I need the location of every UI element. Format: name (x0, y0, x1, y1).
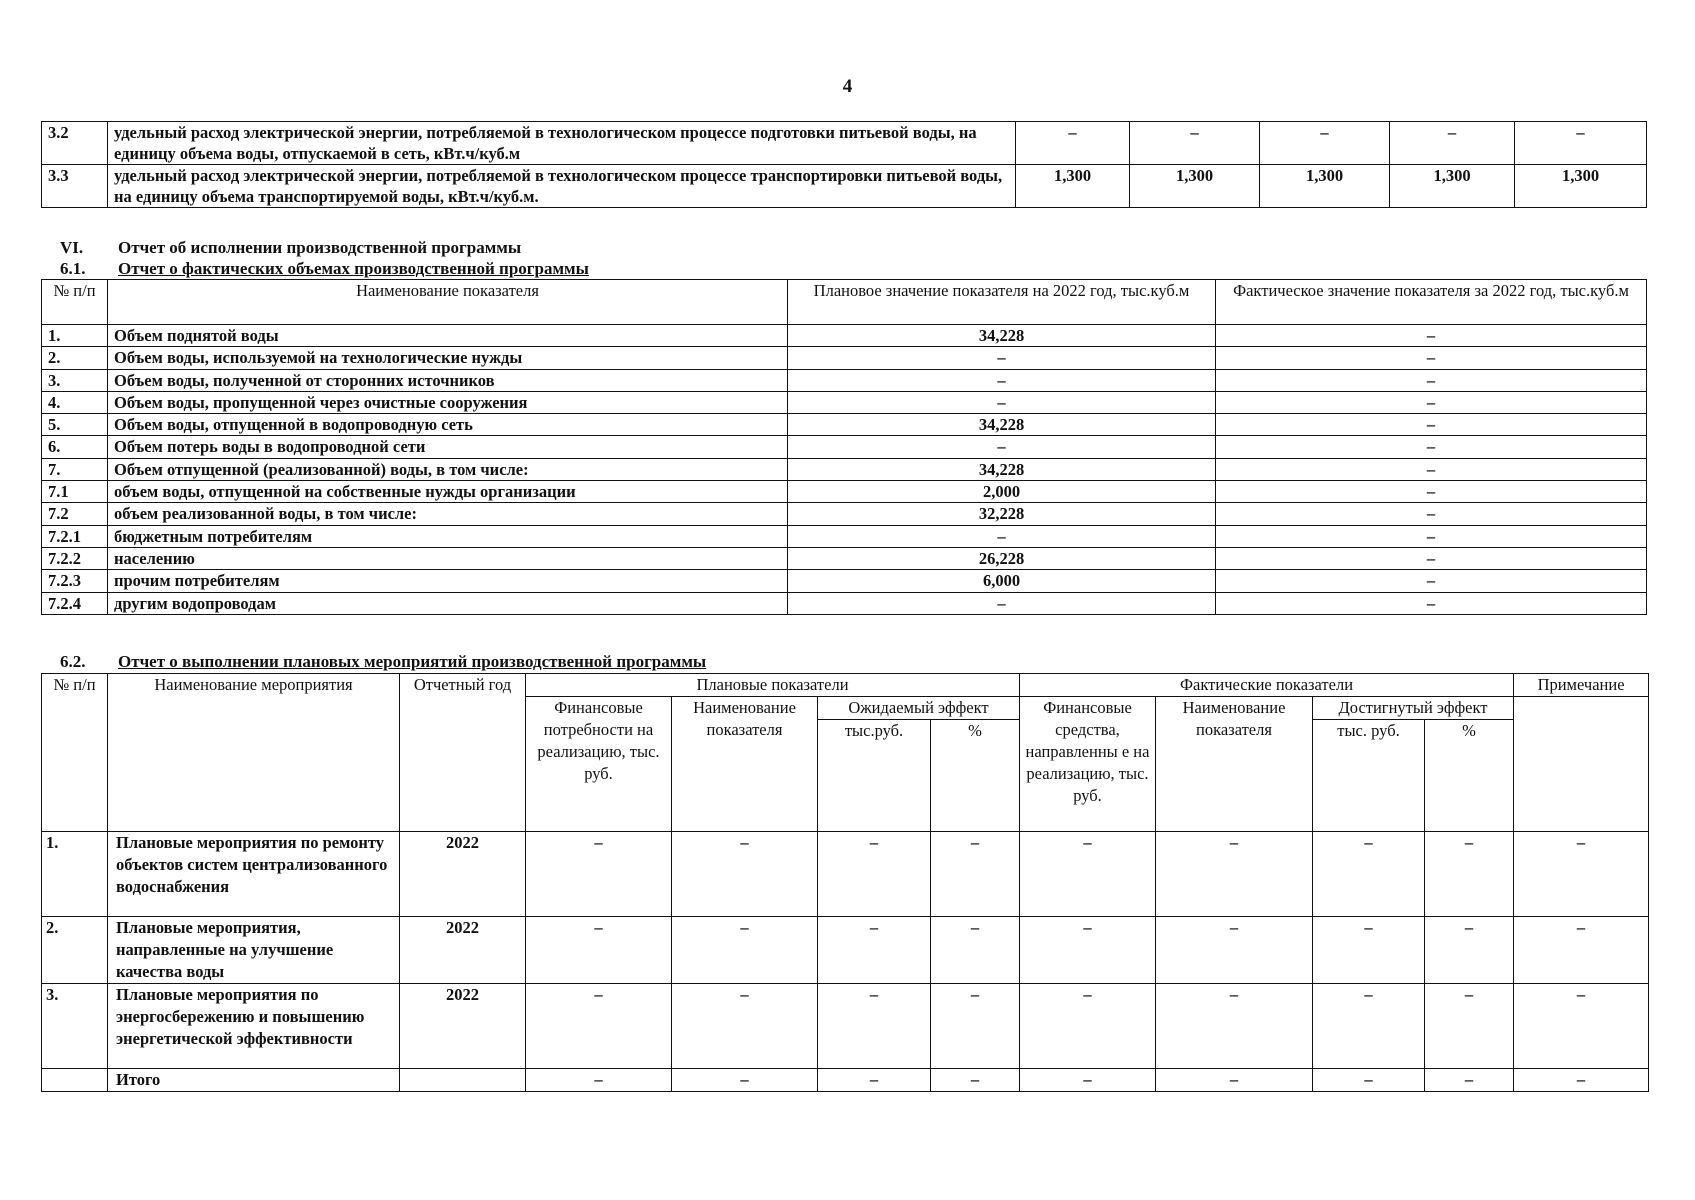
column-header: Наименование показателя (1156, 697, 1313, 832)
value-cell: – (1425, 1069, 1514, 1092)
column-header: % (1425, 720, 1514, 832)
column-header: № п/п (42, 674, 108, 832)
table-header-row (42, 280, 1647, 325)
row-number: 3. (42, 984, 108, 1069)
plan-value: – (788, 525, 1216, 547)
plan-value: – (788, 592, 1216, 614)
total-row (42, 1069, 1649, 1092)
section-number: 6.2. (60, 652, 86, 671)
column-header: Финансовые потребности на реализацию, тыс. руб. (526, 697, 672, 832)
indicator-name: бюджетным потребителям (108, 525, 788, 547)
row-number: 1. (42, 325, 108, 347)
table-row (42, 547, 1647, 569)
indicator-name: Объем потерь воды в водопроводной сети (108, 436, 788, 458)
plan-value: 34,228 (788, 458, 1216, 480)
indicator-name: прочим потребителям (108, 570, 788, 592)
plan-value: – (788, 391, 1216, 413)
row-number: 3.2 (42, 122, 108, 165)
value-cell: – (526, 917, 672, 984)
section-title: Отчет об исполнении производственной программы (118, 238, 522, 257)
energy-consumption-table (41, 121, 1647, 208)
value-cell: – (1156, 1069, 1313, 1092)
indicator-name: населению (108, 547, 788, 569)
row-description: удельный расход электрической энергии, потребляемой в технологическом процессе подготовки питьевой воды, на единицу объема воды, отпускаемой в сеть, кВт.ч/куб.м (108, 122, 1016, 165)
row-number: 7.2.1 (42, 525, 108, 547)
plan-value: – (788, 436, 1216, 458)
table-row (42, 832, 1649, 917)
value-cell: 1,300 (1390, 165, 1515, 208)
table-row (42, 984, 1649, 1069)
indicator-name: объем реализованной воды, в том числе: (108, 503, 788, 525)
section-heading (60, 651, 706, 672)
value-cell: – (1020, 984, 1156, 1069)
value-cell: – (931, 917, 1020, 984)
column-header: Достигнутый эффект (1313, 697, 1514, 720)
fact-value: – (1216, 369, 1647, 391)
plan-value: 34,228 (788, 325, 1216, 347)
value-cell: – (931, 1069, 1020, 1092)
value-cell: – (526, 984, 672, 1069)
fact-value: – (1216, 592, 1647, 614)
plan-value: 34,228 (788, 414, 1216, 436)
section-heading (60, 237, 521, 258)
column-group-header: Фактические показатели (1020, 674, 1514, 697)
indicator-name: Объем поднятой воды (108, 325, 788, 347)
table-row (42, 347, 1647, 369)
value-cell: – (818, 917, 931, 984)
fact-value: – (1216, 525, 1647, 547)
table-row (42, 391, 1647, 413)
value-cell: – (1313, 917, 1425, 984)
fact-value: – (1216, 436, 1647, 458)
row-number: 5. (42, 414, 108, 436)
table-row (42, 458, 1647, 480)
table-row (42, 525, 1647, 547)
column-header: Примечание (1514, 674, 1649, 697)
value-cell: – (672, 1069, 818, 1092)
plan-value: 6,000 (788, 570, 1216, 592)
column-header: № п/п (42, 280, 108, 325)
value-cell: – (931, 832, 1020, 917)
value-cell: – (1313, 1069, 1425, 1092)
report-year: 2022 (400, 984, 526, 1069)
row-number: 7.1 (42, 481, 108, 503)
value-cell: – (1020, 1069, 1156, 1092)
empty-header-cell (1514, 697, 1649, 832)
table-row (42, 165, 1647, 208)
table-row (42, 570, 1647, 592)
value-cell: – (1425, 917, 1514, 984)
value-cell: – (1020, 917, 1156, 984)
section-number: VI. (60, 238, 84, 257)
row-number: 1. (42, 832, 108, 917)
table-row (42, 369, 1647, 391)
row-number: 7. (42, 458, 108, 480)
indicator-name: Объем воды, полученной от сторонних источников (108, 369, 788, 391)
row-description: удельный расход электрической энергии, потребляемой в технологическом процессе транспортировки питьевой воды, на единицу объема транспортируемой воды, кВт.ч/куб.м. (108, 165, 1016, 208)
value-cell: – (672, 832, 818, 917)
table-row (42, 481, 1647, 503)
fact-value: – (1216, 414, 1647, 436)
value-cell: 1,300 (1016, 165, 1130, 208)
measure-name: Плановые мероприятия по ремонту объектов систем централизованного водоснабжения (108, 832, 400, 917)
value-cell: – (1514, 1069, 1649, 1092)
column-header: Ожидаемый эффект (818, 697, 1020, 720)
value-cell: – (1260, 122, 1390, 165)
table-row (42, 917, 1649, 984)
row-number (42, 1069, 108, 1092)
row-number: 3.3 (42, 165, 108, 208)
value-cell: 1,300 (1130, 165, 1260, 208)
plan-value: – (788, 347, 1216, 369)
plan-value: 26,228 (788, 547, 1216, 569)
table-row (42, 592, 1647, 614)
value-cell: – (818, 832, 931, 917)
row-number: 2. (42, 917, 108, 984)
value-cell: – (1156, 832, 1313, 917)
plan-value: 32,228 (788, 503, 1216, 525)
column-header: % (931, 720, 1020, 832)
value-cell: – (1514, 984, 1649, 1069)
row-number: 6. (42, 436, 108, 458)
table-row (42, 325, 1647, 347)
fact-value: – (1216, 325, 1647, 347)
value-cell: – (1156, 984, 1313, 1069)
section-title: Отчет о фактических объемах производственной программы (118, 259, 589, 278)
row-number: 7.2.4 (42, 592, 108, 614)
column-header: Наименование мероприятия (108, 674, 400, 832)
fact-value: – (1216, 503, 1647, 525)
table-header-row (42, 674, 1649, 697)
section-number: 6.1. (60, 259, 86, 278)
table-row (42, 122, 1647, 165)
report-year: 2022 (400, 917, 526, 984)
table-row (42, 436, 1647, 458)
production-volumes-table (41, 279, 1647, 615)
value-cell: – (1016, 122, 1130, 165)
table-row (42, 414, 1647, 436)
row-number: 2. (42, 347, 108, 369)
value-cell: – (1514, 917, 1649, 984)
planned-measures-table (41, 673, 1649, 1092)
row-number: 7.2.3 (42, 570, 108, 592)
page-number: 4 (842, 76, 853, 97)
fact-value: – (1216, 570, 1647, 592)
row-number: 7.2.2 (42, 547, 108, 569)
column-header: Наименование показателя (108, 280, 788, 325)
section-heading (60, 258, 589, 279)
column-header: тыс. руб. (1313, 720, 1425, 832)
value-cell: – (526, 1069, 672, 1092)
fact-value: – (1216, 481, 1647, 503)
value-cell: – (818, 984, 931, 1069)
value-cell: – (1130, 122, 1260, 165)
indicator-name: другим водопроводам (108, 592, 788, 614)
value-cell: – (1390, 122, 1515, 165)
value-cell: – (1425, 984, 1514, 1069)
section-title: Отчет о выполнении плановых мероприятий производственной программы (118, 652, 707, 671)
row-number: 7.2 (42, 503, 108, 525)
total-label: Итого (108, 1069, 400, 1092)
column-header: Плановое значение показателя на 2022 год, тыс.куб.м (788, 280, 1216, 325)
indicator-name: объем воды, отпущенной на собственные нужды организации (108, 481, 788, 503)
value-cell: – (818, 1069, 931, 1092)
fact-value: – (1216, 391, 1647, 413)
report-year (400, 1069, 526, 1092)
table-row (42, 503, 1647, 525)
value-cell: – (1313, 984, 1425, 1069)
column-header: тыс.руб. (818, 720, 931, 832)
value-cell: 1,300 (1515, 165, 1647, 208)
value-cell: – (1425, 832, 1514, 917)
report-year: 2022 (400, 832, 526, 917)
column-header: Отчетный год (400, 674, 526, 832)
value-cell: – (1515, 122, 1647, 165)
row-number: 3. (42, 369, 108, 391)
column-header: Наименование показателя (672, 697, 818, 832)
measure-name: Плановые мероприятия по энергосбережению и повышению энергетической эффективности (108, 984, 400, 1069)
fact-value: – (1216, 458, 1647, 480)
plan-value: – (788, 369, 1216, 391)
indicator-name: Объем воды, используемой на технологические нужды (108, 347, 788, 369)
row-number: 4. (42, 391, 108, 413)
value-cell: – (1156, 917, 1313, 984)
plan-value: 2,000 (788, 481, 1216, 503)
value-cell: 1,300 (1260, 165, 1390, 208)
value-cell: – (931, 984, 1020, 1069)
measure-name: Плановые мероприятия, направленные на улучшение качества воды (108, 917, 400, 984)
indicator-name: Объем отпущенной (реализованной) воды, в том числе: (108, 458, 788, 480)
value-cell: – (672, 917, 818, 984)
indicator-name: Объем воды, отпущенной в водопроводную сеть (108, 414, 788, 436)
indicator-name: Объем воды, пропущенной через очистные сооружения (108, 391, 788, 413)
fact-value: – (1216, 347, 1647, 369)
column-header: Фактическое значение показателя за 2022 год, тыс.куб.м (1216, 280, 1647, 325)
value-cell: – (1020, 832, 1156, 917)
value-cell: – (1514, 832, 1649, 917)
value-cell: – (1313, 832, 1425, 917)
column-header: Финансовые средства, направленны е на реализацию, тыс. руб. (1020, 697, 1156, 832)
value-cell: – (526, 832, 672, 917)
value-cell: – (672, 984, 818, 1069)
fact-value: – (1216, 547, 1647, 569)
column-group-header: Плановые показатели (526, 674, 1020, 697)
